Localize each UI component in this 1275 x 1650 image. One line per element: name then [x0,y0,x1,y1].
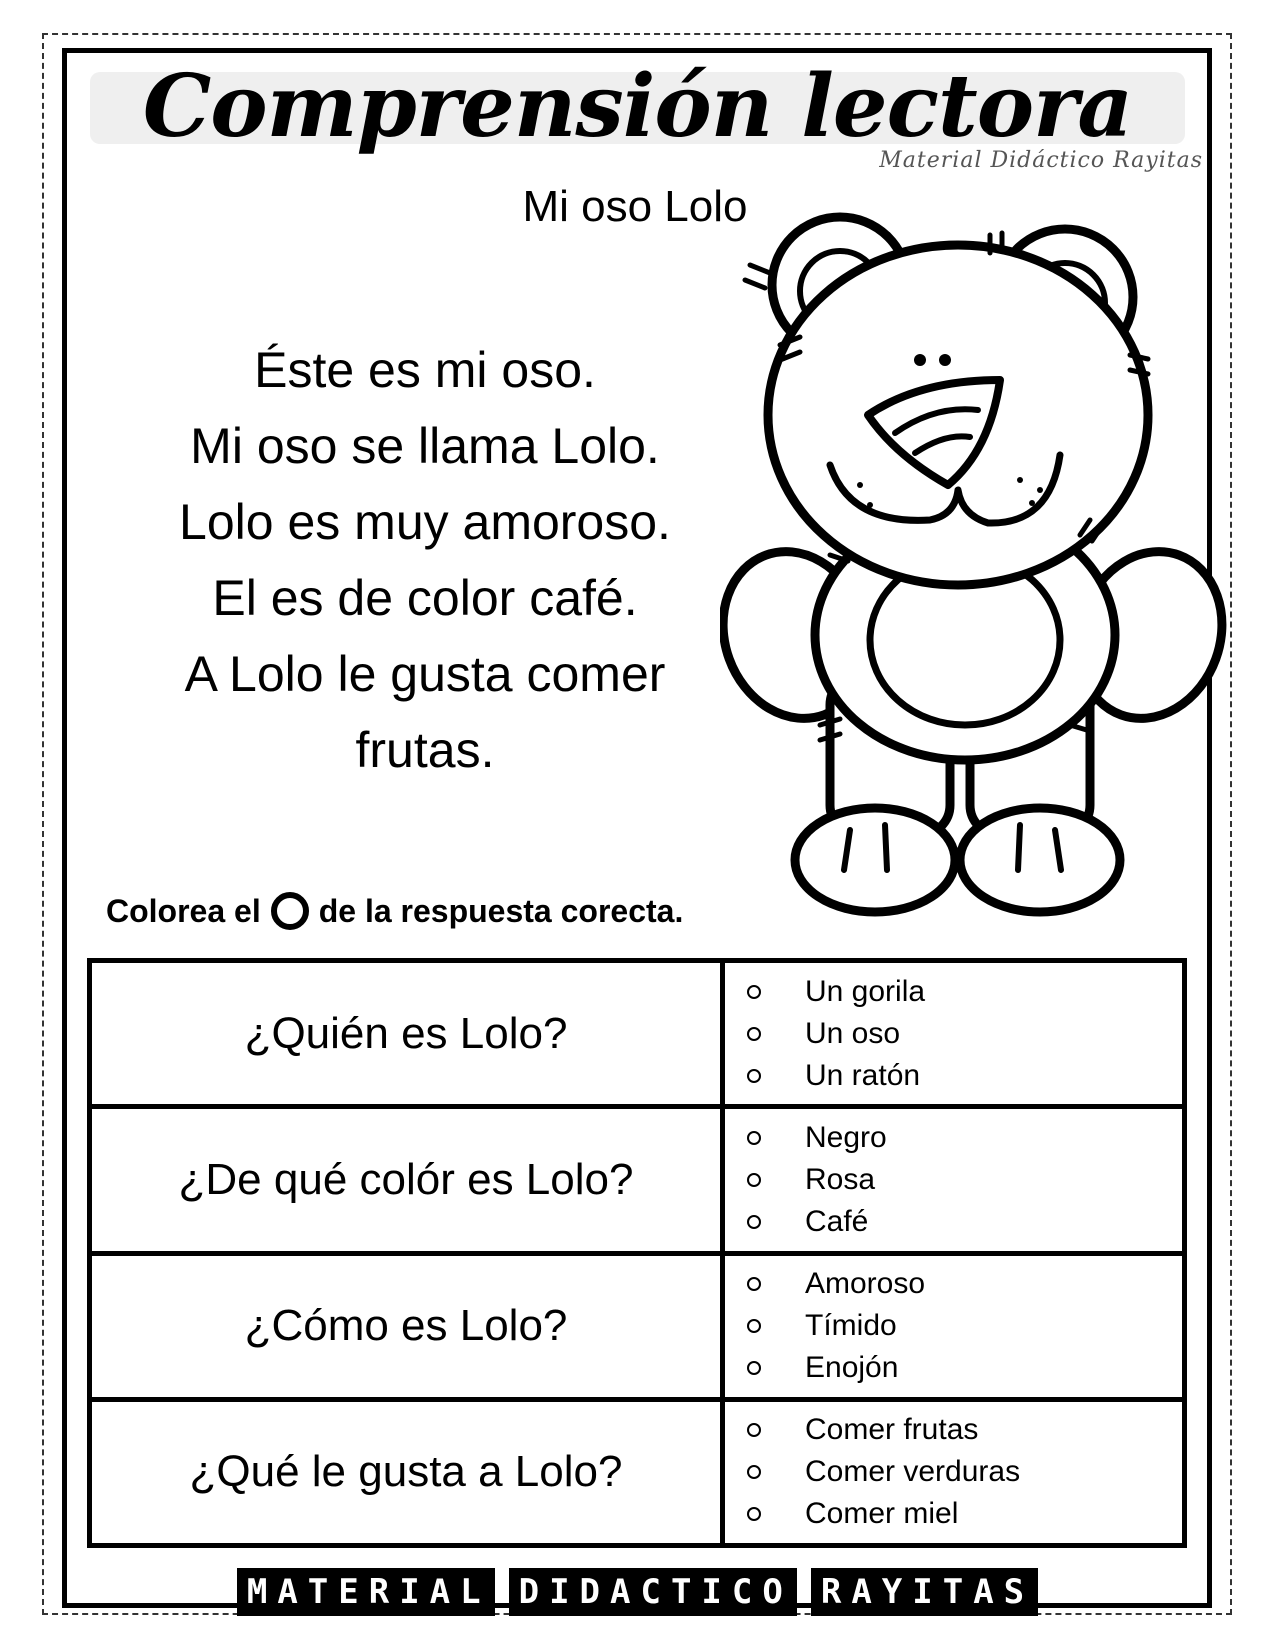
answer-option[interactable] [743,1013,1182,1055]
page-title: Comprensión lectora [142,56,1133,157]
radio-circle-icon[interactable] [747,1215,761,1229]
option-label: Tímido [805,1309,897,1343]
option-label: Un ratón [805,1058,921,1092]
answer-option[interactable] [743,1347,1182,1389]
answer-option[interactable] [743,1055,1182,1097]
answer-option[interactable] [743,1201,1182,1243]
radio-circle-icon[interactable] [747,1277,761,1291]
story-line: Éste es mi oso. [254,342,596,398]
story-line: frutas. [355,722,495,778]
answer-cell [723,1253,1185,1399]
option-label: Rosa [805,1162,876,1196]
answer-option[interactable] [743,971,1182,1013]
radio-circle-icon[interactable] [747,1361,761,1375]
option-label: Enojón [805,1351,899,1385]
circle-icon [271,892,309,930]
quiz-table [87,958,1187,1548]
radio-circle-icon[interactable] [747,1423,761,1437]
answer-option[interactable] [743,1263,1182,1305]
option-label: Un oso [805,1016,901,1050]
radio-circle-icon[interactable] [747,1319,761,1333]
option-label: Amoroso [805,1267,926,1301]
watermark: Material Didáctico Rayitas [879,148,1203,173]
story-line: Mi oso se llama Lolo. [190,418,660,474]
answer-cell [723,961,1185,1107]
footer-word: RAYITAS [811,1568,1038,1616]
story-line: Lolo es muy amoroso. [179,494,671,550]
table-row [90,961,1185,1107]
footer-word: DIDACTICO [509,1568,797,1616]
footer-brand [0,1568,1275,1616]
answer-option[interactable] [743,1409,1182,1451]
answer-option[interactable] [743,1159,1182,1201]
question-cell: ¿Qué le gusta a Lolo? [90,1399,723,1545]
option-label: Negro [805,1120,887,1154]
option-label: Un gorila [805,974,926,1008]
radio-circle-icon[interactable] [747,985,761,999]
story-line: A Lolo le gusta comer [184,646,666,702]
story-text [120,332,730,788]
radio-circle-icon[interactable] [747,1465,761,1479]
table-row [90,1399,1185,1545]
instruction-text-before: Colorea el [106,892,261,929]
story-title: Mi oso Lolo [522,182,748,231]
radio-circle-icon[interactable] [747,1069,761,1083]
option-label: Comer frutas [805,1413,979,1447]
answer-cell [723,1399,1185,1545]
answer-cell [723,1107,1185,1253]
question-cell: ¿Cómo es Lolo? [90,1253,723,1399]
option-label: Comer verduras [805,1455,1021,1489]
instruction-text-after: de la respuesta corecta. [318,892,684,929]
radio-circle-icon[interactable] [747,1507,761,1521]
instruction [106,892,683,930]
story-line: El es de color café. [212,570,638,626]
table-row [90,1107,1185,1253]
teddy-bear-icon [720,205,1235,925]
radio-circle-icon[interactable] [747,1131,761,1145]
answer-option[interactable] [743,1451,1182,1493]
option-label: Café [805,1204,869,1238]
answer-option[interactable] [743,1493,1182,1535]
answer-option[interactable] [743,1117,1182,1159]
question-cell: ¿De qué colór es Lolo? [90,1107,723,1253]
radio-circle-icon[interactable] [747,1173,761,1187]
footer-word: MATERIAL [237,1568,495,1616]
table-row [90,1253,1185,1399]
option-label: Comer miel [805,1497,959,1531]
answer-option[interactable] [743,1305,1182,1347]
radio-circle-icon[interactable] [747,1027,761,1041]
question-cell: ¿Quién es Lolo? [90,961,723,1107]
